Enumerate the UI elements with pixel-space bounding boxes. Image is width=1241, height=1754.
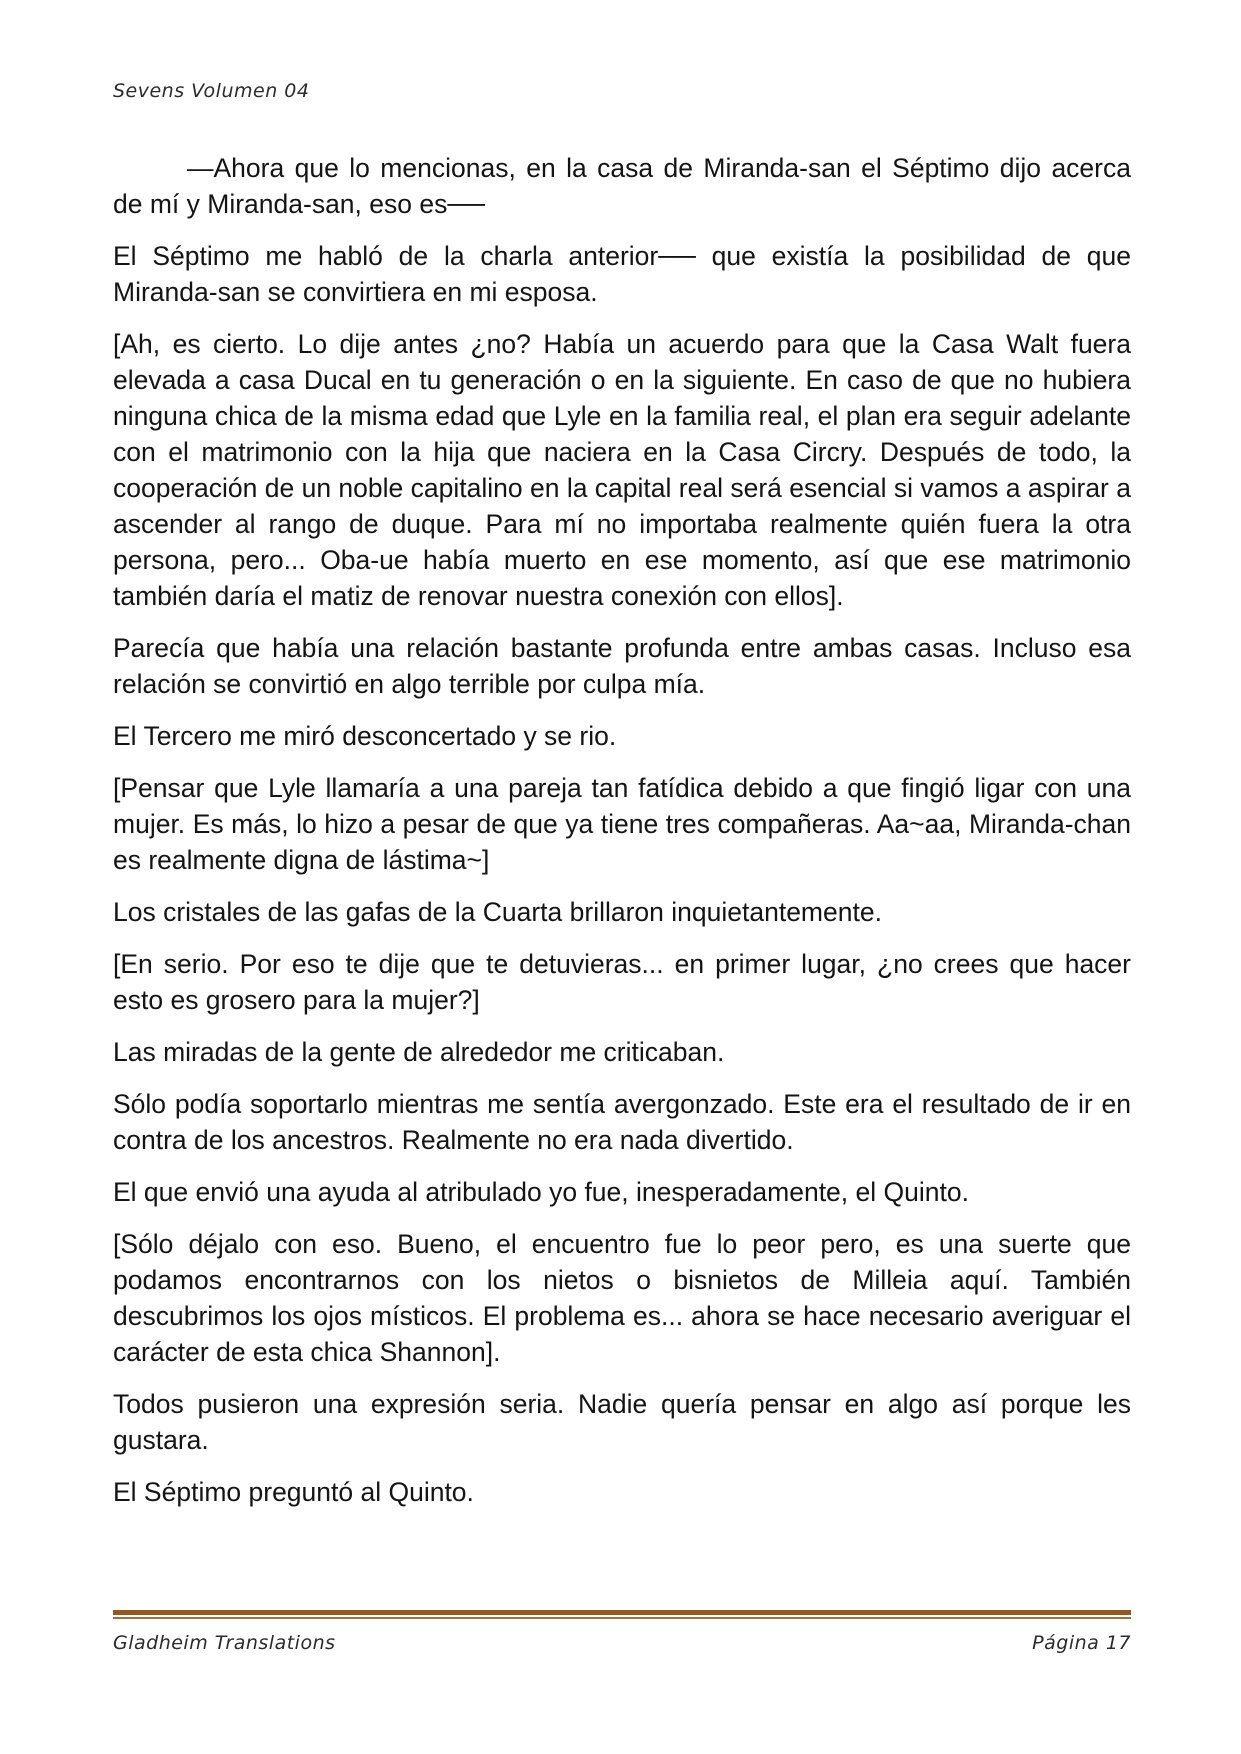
paragraph: Las miradas de la gente de alrededor me criticaban.	[113, 1037, 725, 1067]
paragraph: El que envió una ayuda al atribulado yo fue, inesperadamente, el Quinto.	[113, 1177, 969, 1207]
footer-divider-thin	[113, 1617, 1131, 1619]
paragraph: El Séptimo me habló de la charla anterior── que existía la posibilidad de que Miranda-san se convirtiera en mi esposa.	[113, 241, 1131, 307]
page-number: Página 17	[1032, 1632, 1131, 1654]
paragraph: [En serio. Por eso te dije que te detuvieras... en primer lugar, ¿no crees que hacer esto es grosero para la mujer?]	[113, 949, 1131, 1015]
footer-divider-thick	[113, 1610, 1131, 1615]
paragraph: [Ah, es cierto. Lo dije antes ¿no? Había un acuerdo para que la Casa Walt fuera elevada a casa Ducal en tu generación o en la siguiente. En caso de que no hubiera ninguna chica de la misma edad que Lyle en la familia real, el plan era seguir adelante con el matrimonio con la hija que naciera en la Casa Circry. Después de todo, la cooperación de un noble capitalino en la capital real será esencial si vamos a aspirar a ascender al rango de duque. Para mí no importaba realmente quién fuera la otra persona, pero... Oba-ue había muerto en ese momento, así que ese matrimonio también daría el matiz de renovar nuestra conexión con ellos].	[113, 329, 1131, 611]
paragraph: —Ahora que lo mencionas, en la casa de Miranda-san el Séptimo dijo acerca de mí y Miranda-san, eso es──	[113, 153, 1131, 219]
paragraph: Parecía que había una relación bastante profunda entre ambas casas. Incluso esa relación se convirtió en algo terrible por culpa mía.	[113, 633, 1131, 699]
running-header: Sevens Volumen 04	[113, 80, 310, 102]
paragraph: [Pensar que Lyle llamaría a una pareja tan fatídica debido a que fingió ligar con una mujer. Es más, lo hizo a pesar de que ya tiene tres compañeras. Aa~aa, Miranda-chan es realmente digna de lástima~]	[113, 773, 1131, 875]
paragraph: Sólo podía soportarlo mientras me sentía avergonzado. Este era el resultado de ir en contra de los ancestros. Realmente no era nada divertido.	[113, 1089, 1131, 1155]
body-text	[113, 150, 1131, 1526]
paragraph: El Séptimo preguntó al Quinto.	[113, 1477, 474, 1507]
footer-divider	[113, 1610, 1131, 1619]
paragraph: Todos pusieron una expresión seria. Nadie quería pensar en algo así porque les gustara.	[113, 1389, 1131, 1455]
paragraph: El Tercero me miró desconcertado y se rio.	[113, 721, 617, 751]
paragraph: Los cristales de las gafas de la Cuarta brillaron inquietantemente.	[113, 897, 882, 927]
paragraph: [Sólo déjalo con eso. Bueno, el encuentro fue lo peor pero, es una suerte que podamos encontrarnos con los nietos o bisnietos de Milleia aquí. También descubrimos los ojos místicos. El problema es... ahora se hace necesario averiguar el carácter de esta chica Shannon].	[113, 1229, 1131, 1367]
footer-credit: Gladheim Translations	[113, 1632, 336, 1654]
